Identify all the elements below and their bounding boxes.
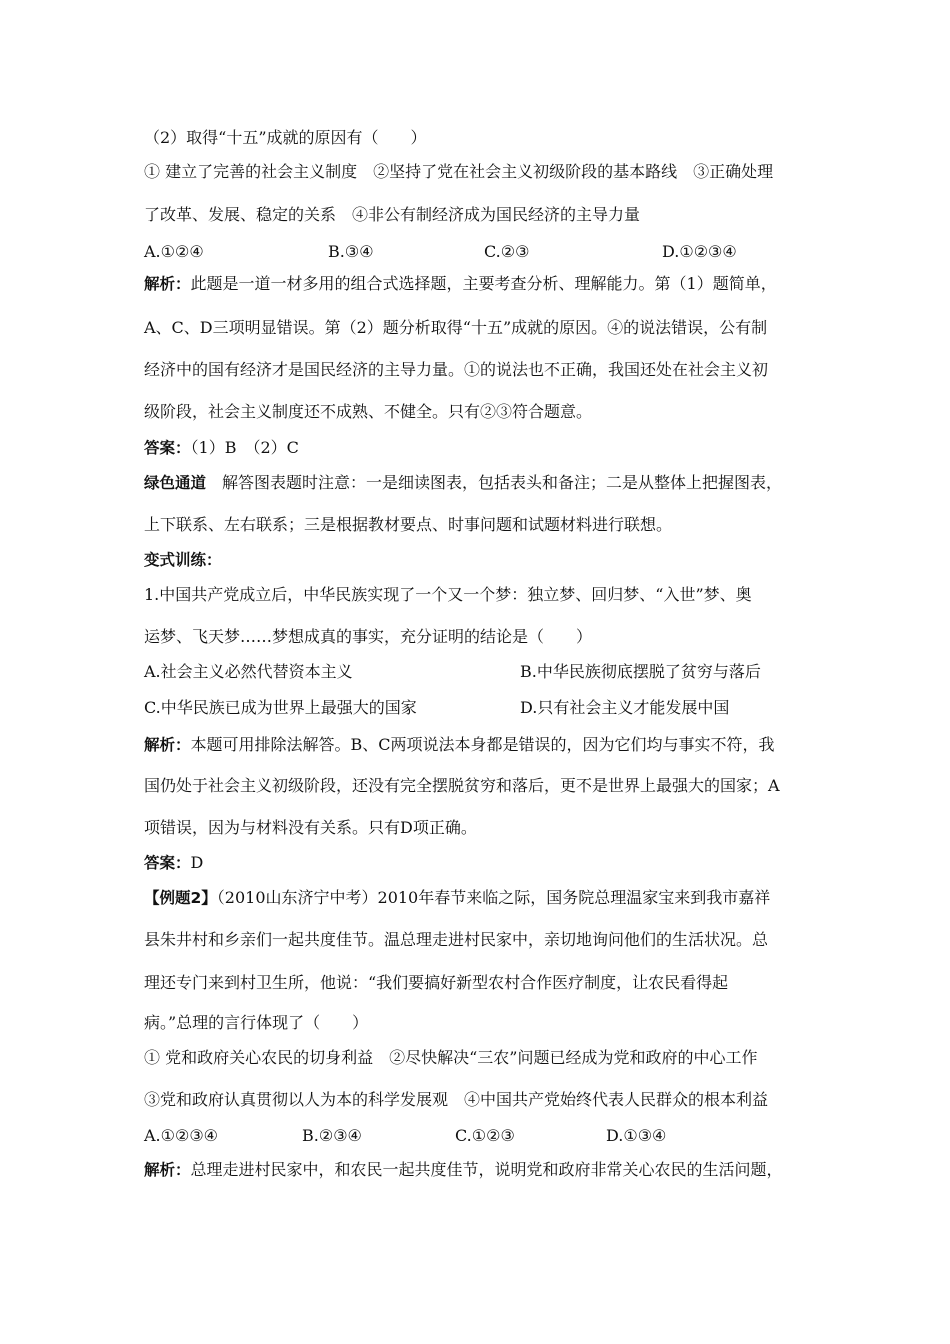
variant-question-line: 1.中国共产党成立后，中华民族实现了一个又一个梦：独立梦、回归梦、“入世”梦、奥	[144, 585, 752, 604]
variant-question-line: 运梦、飞天梦……梦想成真的事实，充分证明的结论是（ ）	[144, 627, 593, 646]
green-channel-line: 上下联系、左右联系；三是根据教材要点、时事问题和试题材料进行联想。	[144, 515, 673, 534]
analysis-1-line: 经济中的国有经济才是国民经济的主导力量。①的说法也不正确，我国还处在社会主义初	[144, 360, 769, 379]
answer-2: 答案：D	[144, 853, 204, 872]
analysis-1-line: 级阶段，社会主义制度还不成熟、不健全。只有②③符合题意。	[144, 402, 593, 421]
example-2-option-a: A.①②③④	[144, 1126, 219, 1145]
variant-option-b: B.中华民族彻底摆脱了贫穷与落后	[520, 662, 761, 681]
answer-1: 答案：（1）B （2）C	[144, 438, 299, 457]
example-2-line: 理还专门来到村卫生所，他说：“我们要搞好新型农村合作医疗制度，让农民看得起	[144, 973, 729, 992]
q2-statement-line: 了改革、发展、稳定的关系 ④非公有制经济成为国民经济的主导力量	[144, 205, 641, 224]
example-2-statement-line: ① 党和政府关心农民的切身利益 ②尽快解决“三农”问题已经成为党和政府的中心工作	[144, 1048, 758, 1067]
example-2-statement-line: ③党和政府认真贯彻以人为本的科学发展观 ④中国共产党始终代表人民群众的根本利益	[144, 1090, 769, 1109]
example-2-option-b: B.②③④	[302, 1126, 362, 1145]
example-2-line: 县朱井村和乡亲们一起共度佳节。温总理走进村民家中，亲切地询问他们的生活状况。总	[144, 930, 769, 949]
answer-label: 答案：	[144, 854, 191, 872]
example-2-label: 【例题2】	[144, 889, 217, 907]
analysis-2-line: 解析：本题可用排除法解答。B、C两项说法本身都是错误的，因为它们均与事实不符，我	[144, 735, 775, 754]
green-channel-line: 绿色通道 解答图表题时注意：一是细读图表，包括表头和备注；二是从整体上把握图表，	[144, 473, 783, 492]
q2-option-c: C.②③	[484, 242, 530, 261]
answer-label: 答案：	[144, 439, 191, 457]
analysis-3-line: 解析：总理走进村民家中，和农民一起共度佳节，说明党和政府非常关心农民的生活问题，	[144, 1160, 783, 1179]
analysis-label: 解析：	[144, 736, 191, 754]
analysis-2-line: 国仍处于社会主义初级阶段，还没有完全摆脱贫穷和落后，更不是世界上最强大的国家；A	[144, 776, 780, 795]
green-channel-label: 绿色通道	[144, 474, 207, 492]
analysis-1-line: 解析：此题是一道一材多用的组合式选择题，主要考查分析、理解能力。第（1）题简单，	[144, 274, 777, 293]
q2-option-d: D.①②③④	[662, 242, 737, 261]
example-2-line: 【例题2】（2010山东济宁中考）2010年春节来临之际，国务院总理温家宝来到我市嘉祥	[144, 888, 771, 907]
example-2-option-d: D.①③④	[606, 1126, 667, 1145]
example-2-line: 病。”总理的言行体现了（ ）	[144, 1013, 369, 1032]
variant-option-c: C.中华民族已成为世界上最强大的国家	[144, 698, 417, 717]
q2-option-a: A.①②④	[144, 242, 204, 261]
variant-training-heading: 变式训练：	[144, 551, 222, 569]
q2-stem: （2）取得“十五”成就的原因有（ ）	[144, 128, 427, 147]
analysis-label: 解析：	[144, 1161, 191, 1179]
q2-option-b: B.③④	[328, 242, 374, 261]
variant-option-d: D.只有社会主义才能发展中国	[520, 698, 730, 717]
q2-statement-line: ① 建立了完善的社会主义制度 ②坚持了党在社会主义初级阶段的基本路线 ③正确处理	[144, 162, 774, 181]
analysis-1-line: A、C、D三项明显错误。第（2）题分析取得“十五”成就的原因。④的说法错误，公有制	[144, 318, 768, 337]
analysis-label: 解析：	[144, 275, 191, 293]
variant-option-a: A.社会主义必然代替资本主义	[144, 662, 353, 681]
example-2-option-c: C.①②③	[455, 1126, 515, 1145]
analysis-2-line: 项错误，因为与材料没有关系。只有D项正确。	[144, 818, 477, 837]
